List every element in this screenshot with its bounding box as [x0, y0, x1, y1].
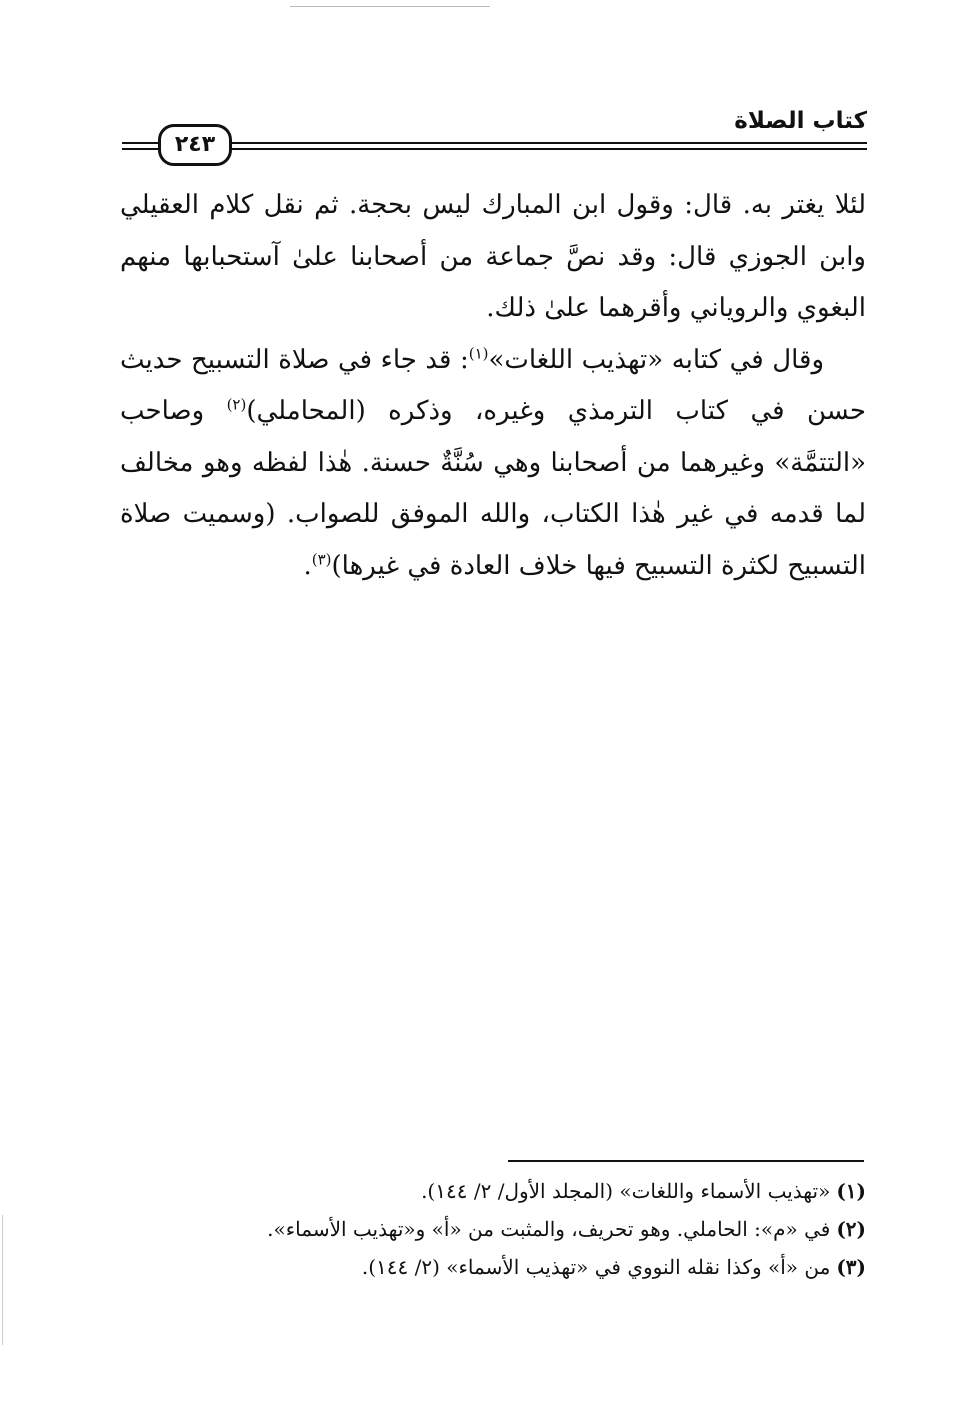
footnote-marker-3[interactable]: (٣) [311, 549, 332, 568]
footnote-3 [120, 1248, 866, 1286]
header-rule-upper [122, 142, 867, 144]
footnote-separator [508, 1160, 864, 1162]
chapter-title: كتاب الصلاة [728, 108, 867, 134]
paragraph-2-part-c: وصاحب «التتمَّة» وغيرهما من أصحابنا وهي سُنَّةٌ حسنة. هٰذا لفظه وهو مخالف لما قدمه في غير هٰذا الكتاب، والله الموفق للصواب. (وسميت صلاة التسبيح لكثرة التسبيح فيها خلاف العادة في غيرها) [120, 396, 866, 581]
page-number-badge: ٢٤٣ [158, 124, 232, 166]
footnote-text: في «م»: الحاملي. وهو تحريف، والمثبت من «أ» و«تهذيب الأسماء». [267, 1217, 831, 1241]
footnote-number: (٣) [836, 1255, 866, 1279]
footnote-2 [120, 1210, 866, 1248]
scan-artifact-top [290, 6, 490, 7]
footnote-1 [120, 1172, 866, 1210]
footnote-text: «تهذيب الأسماء واللغات» (المجلد الأول/ ٢/ ١٤٤). [421, 1179, 831, 1203]
paragraph-2-end: . [303, 550, 312, 581]
main-text [120, 180, 866, 592]
paragraph-2 [120, 335, 866, 593]
footnote-number: (٢) [836, 1217, 866, 1241]
paragraph-2-part-b: : قد جاء في صلاة التسبيح حديث حسن في كتاب الترمذي وغيره، وذكره (المحاملي) [120, 344, 867, 426]
paragraph-1: لئلا يغتر به. قال: وقول ابن المبارك ليس بحجة. ثم نقل كلام العقيلي وابن الجوزي قال: وقد نصَّ جماعة من أصحابنا علىٰ آستحبابها منهم البغوي والروياني وأقرهما علىٰ ذلك. [120, 190, 866, 323]
footnotes-section [120, 1172, 866, 1286]
footnote-number: (١) [836, 1179, 866, 1203]
footnote-marker-2[interactable]: (٢) [226, 395, 247, 414]
paragraph-2-part-a: وقال في كتابه «تهذيب اللغات» [488, 344, 824, 375]
scan-artifact-left [2, 1215, 3, 1345]
footnote-text: من «أ» وكذا نقله النووي في «تهذيب الأسماء» (٢/ ١٤٤). [361, 1255, 831, 1279]
page-header [122, 108, 867, 156]
header-rule-lower [122, 148, 867, 150]
footnote-marker-1[interactable]: (١) [468, 343, 489, 362]
